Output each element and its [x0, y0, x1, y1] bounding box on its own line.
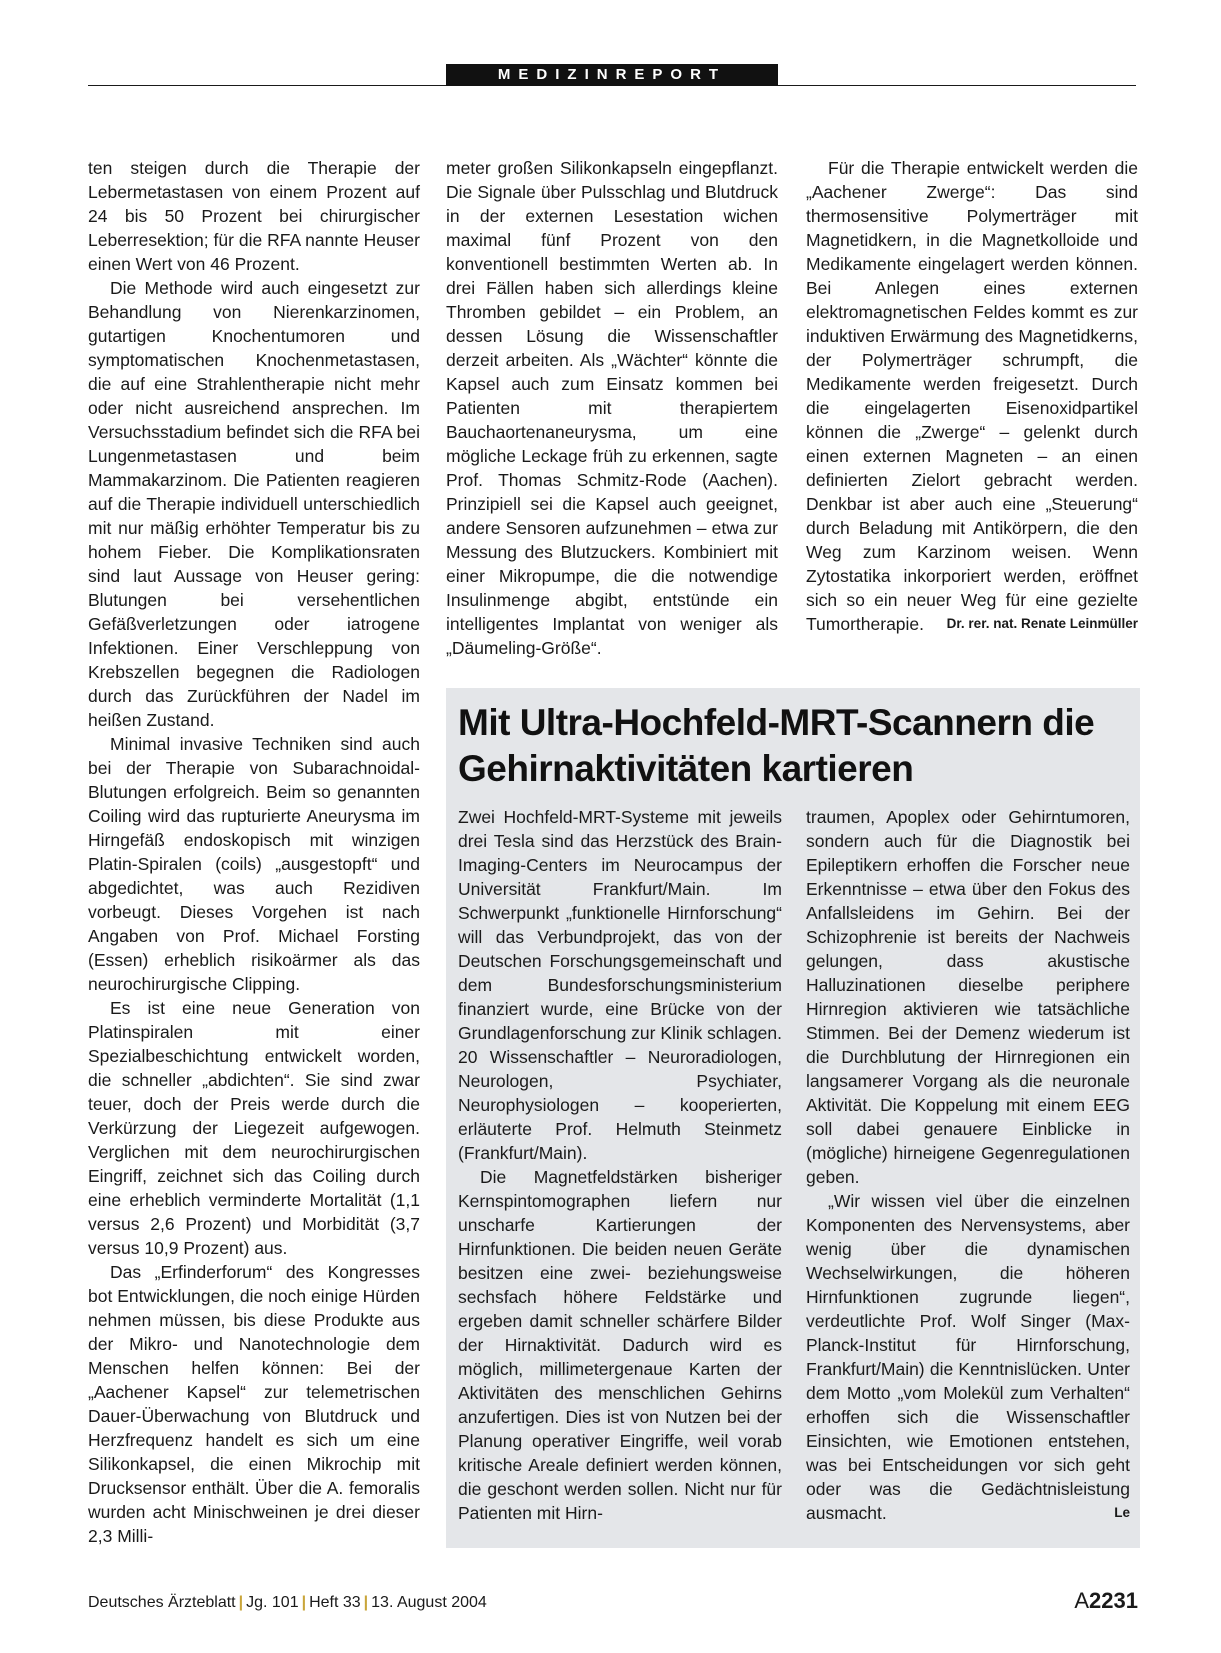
footer-citation — [88, 1594, 487, 1612]
paragraph: Es ist eine neue Generation von Platinspiralen mit einer Spezialbeschichtung entwickelt worden, die schneller „abdichten“. Sie sind zwar teuer, doch der Preis werde durch die Verkürzung der Liegezeit aufgewogen. Verglichen mit dem neurochirurgischen Eingriff, zeichnet sich das Coiling durch eine erheblich verminderte Mortalität (1,1 versus 2,6 Prozent) und Morbidität (3,7 versus 10,9 Prozent) aus. — [88, 998, 420, 1258]
footer-separator: | — [301, 1594, 307, 1611]
section-header: MEDIZINREPORT — [446, 64, 778, 86]
paragraph — [806, 1189, 1130, 1525]
paragraph-text: Für die Therapie entwickelt werden die „Aachener Zwerge“: Das sind thermosensitive Polymerträger mit Magnetidkern, in die Magnetkolloide und Medikamente eingelagert werden können. Bei Anlegen eines externen elektromagnetischen Feldes kommt es zur induktiven Erwärmung des Magnetidkerns, der Polymerträger schrumpft, die Medikamente werden freigesetzt. Durch die eingelagerten Eisenoxidpartikel können die „Zwerge“ – gelenkt durch einen externen Magneten – an einen definierten Zielort gebracht werden. Denkbar ist aber auch eine „Steuerung“ durch Beladung mit Antikörpern, die den Weg zum Karzinom weisen. Wenn Zytostatika inkorporiert werden, eröffnet sich so ein neuer Weg für eine gezielte Tumortherapie. — [806, 158, 1138, 634]
article-column-3 — [806, 156, 1138, 636]
journal-name: Deutsches Ärzteblatt — [88, 1594, 236, 1611]
box-headline: Mit Ultra-Hochfeld-MRT-Scannern die Gehirnaktivitäten kartieren — [458, 702, 1095, 789]
journal-issue: Heft 33 — [309, 1594, 361, 1611]
box-author: Le — [1114, 1505, 1130, 1520]
footer-separator: | — [363, 1594, 369, 1611]
journal-volume: Jg. 101 — [246, 1594, 299, 1611]
issue-date: 13. August 2004 — [371, 1594, 487, 1611]
footer-separator: | — [238, 1594, 244, 1611]
paragraph-text: „Wir wissen viel über die einzelnen Komponenten des Nervensystems, aber wenig über die dynamischen Wechselwirkungen, die höheren Hirnfunktionen zugrunde liegen“, verdeutlichte Prof. Wolf Singer (Max-Planck-Institut für Hirnforschung, Frankfurt/Main) die Kenntnislücken. Unter dem Motto „vom Molekül zum Verhalten“ erhoffen sich die Wissenschaftler Einsichten, wie Emotionen entstehen, was bei Entscheidungen vor sich geht oder was die Gedächtnisleistung ausmacht. — [806, 1191, 1130, 1523]
paragraph: ten steigen durch die Therapie der Lebermetastasen von einem Prozent auf 24 bis 50 Prozent bei chirurgischer Leberresektion; für die RFA nannte Heuser einen Wert von 46 Prozent. — [88, 158, 420, 274]
paragraph: meter großen Silikonkapseln eingepflanzt. Die Signale über Pulsschlag und Blutdruck in der externen Lesestation wichen maximal fünf Prozent von den konventionell bestimmten Werten ab. In drei Fällen haben sich allerdings kleine Thromben gebildet – ein Problem, an dessen Lösung die Wissenschaftler derzeit arbeiten. Als „Wächter“ könnte die Kapsel auch zum Einsatz kommen bei Patienten mit therapiertem Bauchaortenaneurysma, um eine mögliche Leckage früh zu erkennen, sagte Prof. Thomas Schmitz-Rode (Aachen). Prinzipiell sei die Kapsel auch geeignet, andere Sensoren aufzunehmen – etwa zur Messung des Blutzuckers. Kombiniert mit einer Mikropumpe, die die notwendige Insulinmenge abgibt, entstünde ein intelligentes Implantat von weniger als „Däumeling-Größe“. — [446, 158, 778, 658]
paragraph: Die Methode wird auch eingesetzt zur Behandlung von Nierenkarzinomen, gutartigen Knochentumoren und symptomatischen Knochenmetastasen, die auf eine Strahlentherapie nicht mehr oder nicht ausreichend ansprechen. Im Versuchsstadium befindet sich die RFA bei Lungenmetastasen und beim Mammakarzinom. Die Patienten reagieren auf die Therapie individuell unterschiedlich mit nur mäßig erhöhter Temperatur bis zu hohem Fieber. Die Komplikationsraten sind laut Aussage von Heuser gering: Blutungen bei versehentlichen Gefäßverletzungen oder iatrogene Infektionen. Einer Verschleppung von Krebszellen begegnen die Radiologen durch das Zurückführen der Nadel im heißen Zustand. — [88, 278, 420, 730]
article-column-2 — [446, 156, 778, 660]
paragraph: Die Magnetfeldstärken bisheriger Kernspintomographen liefern nur unscharfe Kartierungen der Hirnfunktionen. Die beiden neuen Geräte besitzen eine zwei- beziehungsweise sechsfach höhere Feldstärke und ergeben damit schneller schärfere Bilder der Hirnaktivität. Dadurch wird es möglich, millimetergenaue Karten der Aktivitäten des menschlichen Gehirns anzufertigen. Dies ist von Nutzen bei der Planung operativer Eingriffe, weil vorab kritische Areale definiert werden können, die geschont werden sollen. Nicht nur für Patienten mit Hirn- — [458, 1167, 782, 1523]
article-column-1 — [88, 156, 420, 1548]
page-number — [1074, 1588, 1138, 1614]
paragraph: Minimal invasive Techniken sind auch bei der Therapie von Subarachnoidal-Blutungen erfolgreich. Beim so genannten Coiling wird das rupturierte Aneurysma im Hirngefäß endoskopisch mit winzigen Platin-Spiralen (coils) „ausgestopft“ und abgedichtet, was auch Rezidiven vorbeugt. Dieses Vorgehen ist nach Angaben von Prof. Michael Forsting (Essen) erheblich risikoärmer als das neurochirurgische Clipping. — [88, 734, 420, 994]
paragraph: traumen, Apoplex oder Gehirntumoren, sondern auch für die Diagnostik bei Epileptikern erhoffen die Forscher neue Erkenntnisse – etwa über den Fokus des Anfallsleidens im Gehirn. Bei der Schizophrenie ist bereits der Nachweis gelungen, dass akustische Halluzinationen dieselbe periphere Hirnregion aktivieren wie tatsächliche Stimmen. Bei der Demenz wiederum ist die Durchblutung der Hirnregionen ein langsamerer Vorgang als die neuronale Aktivität. Die Koppelung mit einem EEG soll dabei genauere Einblicke in (mögliche) hirneigene Gegenregulationen geben. — [806, 807, 1130, 1187]
box-column-2 — [806, 805, 1130, 1525]
page-prefix: A — [1074, 1588, 1090, 1613]
box-column-1 — [458, 805, 782, 1525]
paragraph: Das „Erfinderforum“ des Kongresses bot Entwicklungen, die noch einige Hürden nehmen müssen, bis diese Produkte aus der Mikro- und Nanotechnologie dem Menschen helfen können: Bei der „Aachener Kapsel“ zur telemetrischen Dauer-Überwachung von Blutdruck und Herzfrequenz handelt es sich um eine Silikonkapsel, die einen Mikrochip mit Drucksensor enthält. Über die A. femoralis wurden acht Minischweinen je drei dieser 2,3 Milli- — [88, 1262, 420, 1546]
paragraph: Zwei Hochfeld-MRT-Systeme mit jeweils drei Tesla sind das Herzstück des Brain-Imaging-Centers im Neurocampus der Universität Frankfurt/Main. Im Schwerpunkt „funktionelle Hirnforschung“ will das Verbundprojekt, das von der Deutschen Forschungsgemeinschaft und dem Bundesforschungsministerium finanziert wurde, eine Brücke von der Grundlagenforschung zur Klinik schlagen. 20 Wissenschaftler – Neuroradiologen, Neurologen, Psychiater, Neurophysiologen – kooperierten, erläuterte Prof. Helmuth Steinmetz (Frankfurt/Main). — [458, 807, 782, 1163]
author-byline: Dr. rer. nat. Renate Leinmüller — [946, 616, 1138, 631]
paragraph — [806, 156, 1138, 636]
page-footer — [88, 1588, 1138, 1618]
page-number-value: 2231 — [1089, 1588, 1138, 1613]
